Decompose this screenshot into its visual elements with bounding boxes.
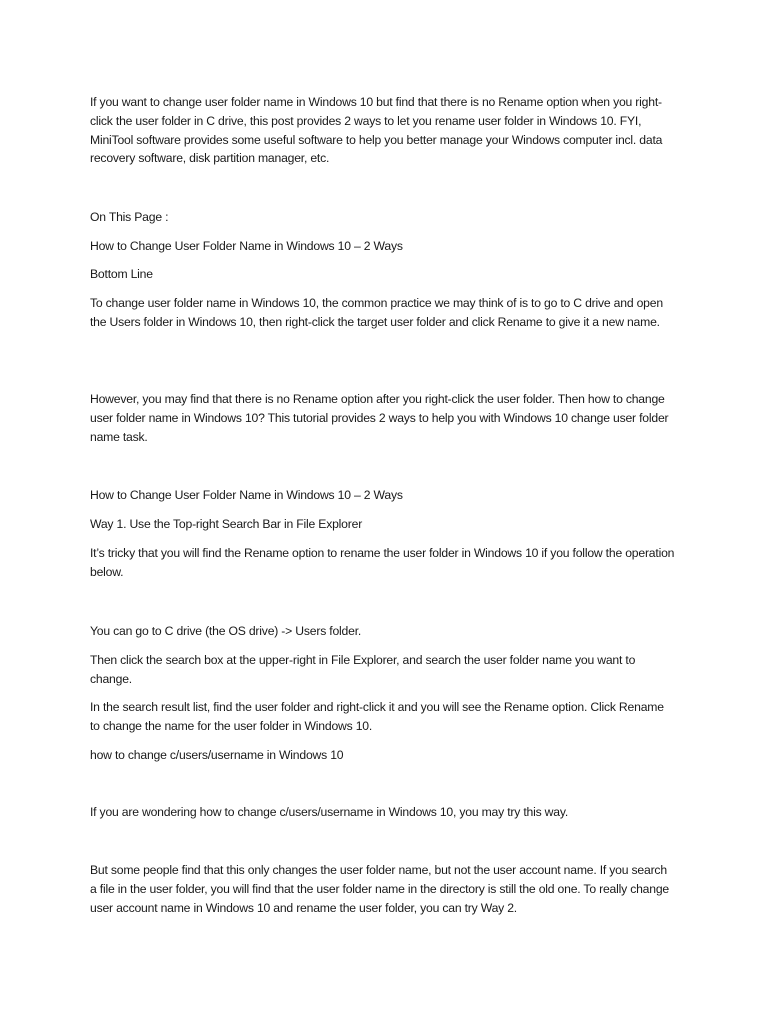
- wondering-paragraph: If you are wondering how to change c/users/username in Windows 10, you may try this way.: [90, 805, 569, 819]
- toc-item-bottom-line: Bottom Line: [90, 267, 153, 281]
- step-2-paragraph: Then click the search box at the upper-right in File Explorer, and search the user folder name you want to change.: [90, 653, 636, 686]
- section-heading: How to Change User Folder Name in Windows 10 – 2 Ways: [90, 488, 403, 502]
- on-this-page-label: On This Page :: [90, 210, 169, 224]
- way1-heading: Way 1. Use the Top-right Search Bar in File Explorer: [90, 517, 363, 531]
- toc-item-how-to-change: How to Change User Folder Name in Windows 10 – 2 Ways: [90, 239, 403, 253]
- bottom-line-paragraph: To change user folder name in Windows 10, the common practice we may think of is to go to C drive and open the Users folder in Windows 10, then right-click the target user folder and click Rename to give it a new name.: [90, 296, 663, 329]
- intro-paragraph: If you want to change user folder name in Windows 10 but find that there is no Rename option when you right-click the user folder in C drive, this post provides 2 ways to let you rename user folder in Windows 10. FYI, MiniTool software provides some useful software to help you better manage your Windows computer incl. data recovery software, disk partition manager, etc.: [90, 95, 663, 166]
- step-1-paragraph: You can go to C drive (the OS drive) -> Users folder.: [90, 624, 362, 638]
- tricky-paragraph: It’s tricky that you will find the Rename option to rename the user folder in Windows 10 if you follow the operation below.: [90, 546, 675, 579]
- however-paragraph: However, you may find that there is no Rename option after you right-click the user folder. Then how to change user folder name in Windows 10? This tutorial provides 2 ways to help you with Windows 10 change user folder name task.: [90, 392, 669, 444]
- step-3-paragraph: In the search result list, find the user folder and right-click it and you will see the Rename option. Click Rename to change the name for the user folder in Windows 10.: [90, 700, 664, 733]
- but-some-people-paragraph: But some people find that this only changes the user folder name, but not the user account name. If you search a file in the user folder, you will find that the user folder name in the directory is still the old one. To really change user account name in Windows 10 and rename the user folder, you can try Way 2.: [90, 863, 669, 915]
- image-caption: how to change c/users/username in Windows 10: [90, 748, 344, 762]
